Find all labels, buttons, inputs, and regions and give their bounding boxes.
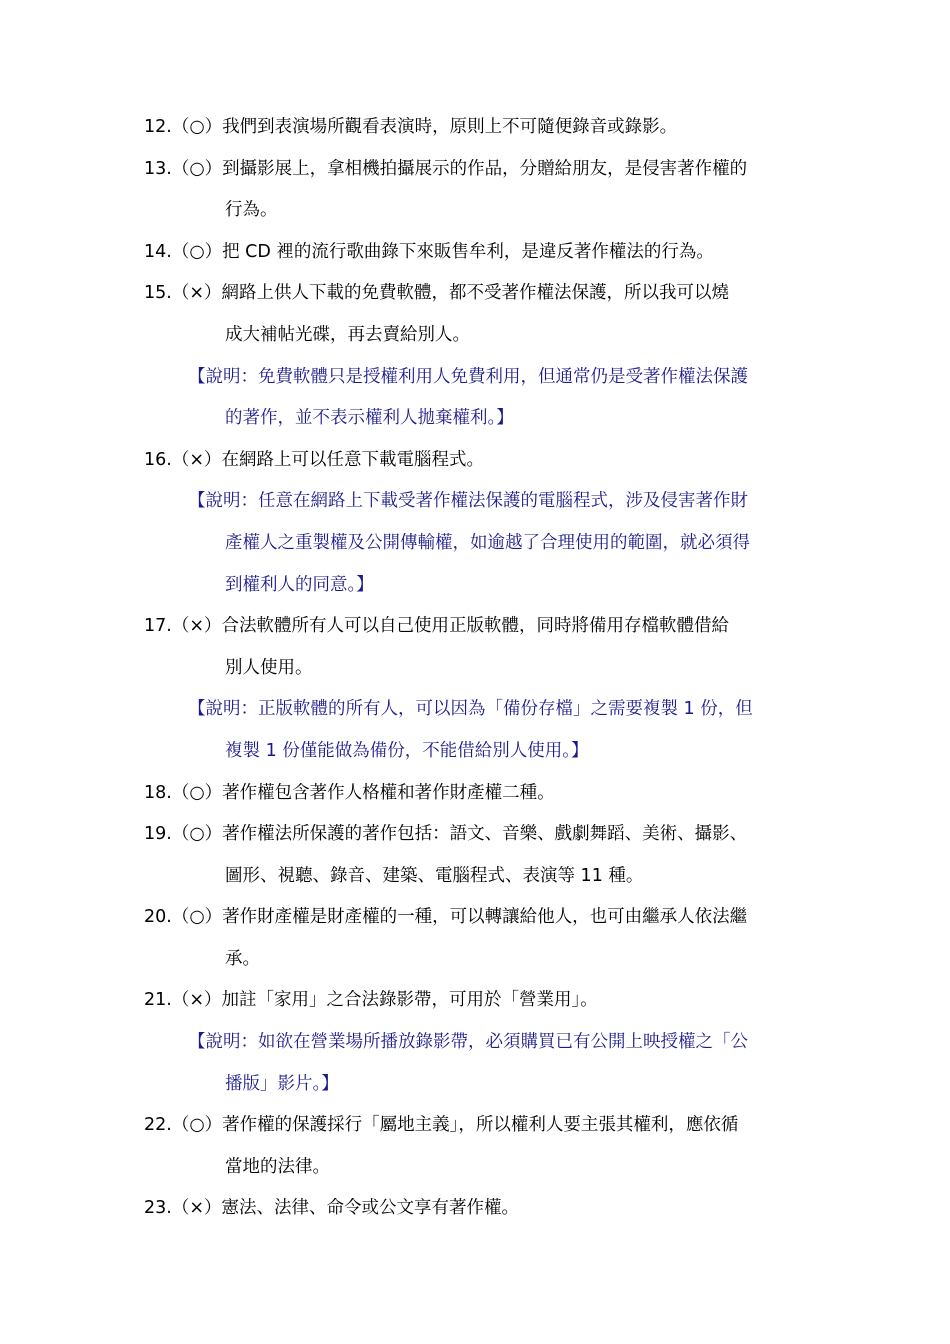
question-item xyxy=(0,149,950,232)
question-line: 21.（×）加註「家用」之合法錄影帶，可用於「營業用」。 xyxy=(144,990,598,1011)
question-item xyxy=(0,980,950,1022)
question-item xyxy=(0,273,950,356)
question-line: 17.（×）合法軟體所有人可以自己使用正版軟體，同時將備用存檔軟體借給 xyxy=(144,616,729,637)
question-item xyxy=(0,606,950,689)
note-line: 到權利人的同意。】 xyxy=(225,574,374,595)
question-line: 15.（×）網路上供人下載的免費軟體，都不受著作權法保護，所以我可以燒 xyxy=(144,283,729,304)
question-item xyxy=(0,897,950,980)
question-line: 20.（○）著作財產權是財產權的一種，可以轉讓給他人，也可由繼承人依法繼 xyxy=(144,907,748,928)
note-line: 播版」影片。】 xyxy=(225,1073,339,1094)
question-list xyxy=(0,107,950,1230)
question-line: 12.（○）我們到表演場所觀看表演時，原則上不可隨便錄音或錄影。 xyxy=(144,117,678,137)
question-line: 行為。 xyxy=(225,200,278,221)
question-line: 18.（○）著作權包含著作人格權和著作財產權二種。 xyxy=(144,782,555,803)
question-line: 23.（×）憲法、法律、命令或公文享有著作權。 xyxy=(144,1198,519,1219)
note-line: 【說明：正版軟體的所有人，可以因為「備份存檔」之需要複製 1 份，但 xyxy=(188,699,753,720)
question-item xyxy=(0,773,950,815)
question-line: 承。 xyxy=(225,948,260,969)
note-line: 【說明：免費軟體只是授權利用人免費利用，但通常仍是受著作權法保護 xyxy=(188,366,748,387)
note-line: 【說明：如欲在營業場所播放錄影帶，必須購買已有公開上映授權之「公 xyxy=(188,1032,748,1053)
question-item xyxy=(0,107,950,149)
explanation-note xyxy=(0,481,950,606)
question-line: 成大補帖光碟，再去賣給別人。 xyxy=(225,324,470,345)
note-line: 的著作，並不表示權利人拋棄權利。】 xyxy=(225,408,514,429)
question-line: 13.（○）到攝影展上，拿相機拍攝展示的作品，分贈給朋友，是侵害著作權的 xyxy=(144,158,748,179)
note-line: 複製 1 份僅能做為備份，不能借給別人使用。】 xyxy=(225,740,589,761)
explanation-note xyxy=(0,689,950,772)
question-item xyxy=(0,814,950,897)
question-line: 14.（○）把 CD 裡的流行歌曲錄下來販售牟利，是違反著作權法的行為。 xyxy=(144,241,714,262)
question-item xyxy=(0,1188,950,1230)
question-line: 當地的法律。 xyxy=(225,1156,330,1177)
question-line: 別人使用。 xyxy=(225,657,313,678)
question-line: 19.（○）著作權法所保護的著作包括：語文、音樂、戲劇舞蹈、美術、攝影、 xyxy=(144,824,748,845)
note-line: 產權人之重製權及公開傳輸權，如逾越了合理使用的範圍，就必須得 xyxy=(225,532,750,553)
question-item xyxy=(0,1105,950,1188)
question-item xyxy=(0,232,950,274)
explanation-note xyxy=(0,1022,950,1105)
question-line: 圖形、視聽、錄音、建築、電腦程式、表演等 11 種。 xyxy=(225,865,644,886)
question-line: 22.（○）著作權的保護採行「屬地主義」，所以權利人要主張其權利，應依循 xyxy=(144,1115,739,1136)
explanation-note xyxy=(0,357,950,440)
question-item xyxy=(0,440,950,482)
note-line: 【說明：任意在網路上下載受著作權法保護的電腦程式，涉及侵害著作財 xyxy=(188,491,748,512)
question-line: 16.（×）在網路上可以任意下載電腦程式。 xyxy=(144,449,484,470)
